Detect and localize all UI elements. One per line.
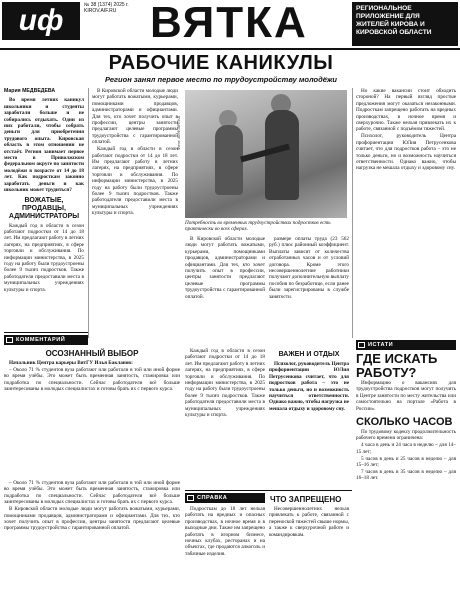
far-right-text-2: Психолог, руководитель Центра профориентации ЮЛия Петрусенкова считает, что для подростков работа – это не только деньги, но и возможность научиться ответственности. Однако важно, чтобы нагрузка не мешала отдыху и здоровому сну. bbox=[356, 133, 456, 172]
hours-item: 4 часа в день и 24 часа в неделю – для 14–15 лет; bbox=[356, 442, 456, 455]
article-photo bbox=[185, 90, 347, 218]
section-rule bbox=[185, 490, 352, 491]
masthead bbox=[0, 0, 460, 50]
photo-figure-body bbox=[265, 110, 299, 200]
istati-text: Информацию о вакансиях для трудоустройства подростков могут получить в Центре занятости по месту жительства или самостоятельно на портале «Работа в России». bbox=[356, 380, 456, 412]
main-subhead: Регион занял первое место по трудоустройству молодёжи bbox=[104, 75, 338, 84]
section-title-vozhatye: ВОЖАТЫЕ, ПРОДАВЦЫ, АДМИНИСТРАТОРЫ bbox=[8, 196, 80, 220]
comment-label: КОММЕНТАРИЙ bbox=[16, 337, 66, 343]
spravka-col-1 bbox=[185, 506, 265, 602]
comment-author: Начальник Центра карьеры ВятГУ Илья Бакланов: bbox=[9, 360, 133, 366]
issue-info bbox=[84, 2, 146, 14]
mid-column-2 bbox=[269, 236, 349, 344]
section-text-vozhatye: Каждый год в области в сезон работают подростки от 14 до 18 лет. Им предлагают работу в летних лагерях, на предприятиях, в сфере торговли и обслуживания. По информации министерства, в 2025 году на работу были трудоустроены более 9 тысяч подростков. Также работодатели предоставили места в муниципальных учреждениях культуры и спорта. bbox=[4, 222, 84, 293]
hours-intro: По трудовому кодексу продолжительность рабочего времени ограничена: bbox=[356, 429, 456, 442]
left-column bbox=[4, 88, 84, 328]
istati-title: ГДЕ ИСКАТЬ РАБОТУ? bbox=[356, 352, 438, 380]
hours-item: 5 часов в день и 25 часов в неделю – для 15–16 лет; bbox=[356, 455, 456, 469]
comment-icon bbox=[6, 337, 13, 343]
comment-title: ОСОЗНАННЫЙ ВЫБОР bbox=[45, 349, 139, 358]
second-column-text-extra: Каждый год в области в сезон работают подростки от 14 до 18 лет. Им предлагают работу в летних лагерях, на предприятиях, в сфере торговли и обслуживания. По информации министерства, в 2025 году на работу были трудоустроены более 9 тысяч подростков. Также работодатели предоставили места в муниципальных учреждениях культуры и спорта. bbox=[92, 146, 178, 217]
mid-lower-text: Каждый год в области в сезон работают подростки от 14 до 18 лет. Им предлагают работу в летних лагерях, на предприятиях, в сфере торговли и обслуживания. По информации министерства, в 2025 году на работу были трудоустроены более 9 тысяч подростков. Также работодатели предоставили места в муниципальных учреждениях культуры и спорта. bbox=[185, 348, 265, 419]
column-divider bbox=[88, 88, 89, 338]
istati-label-bar bbox=[356, 340, 456, 350]
comment-continuation-text-2: В Кировской области молодые люди могут работать вожатыми, курьерами, помощниками продавцов, администраторами и официантами. Для тех, кто хочет получить опыт в профессии, центры занятости предлагают целевые программы трудоустройства с гарантированной оплатой. bbox=[4, 506, 180, 532]
spravka-col-2 bbox=[269, 506, 349, 602]
comment-block bbox=[4, 347, 180, 477]
spravka-title: ЧТО ЗАПРЕЩЕНО bbox=[270, 495, 342, 504]
masthead-rule bbox=[0, 48, 460, 50]
rest-section-title: ВАЖЕН И ОТДЫХ bbox=[278, 351, 340, 358]
istati-label: ИСТАТИ bbox=[368, 342, 394, 348]
mid-column bbox=[185, 236, 265, 344]
rest-section-text: Психолог, руководитель Центра профориентации ЮЛия Петрусенкова считает, что для подростков работа – это не только деньги, но и возможность научиться ответственности. Однако важно, чтобы нагрузка не мешала отдыху и здоровому сну. bbox=[269, 361, 349, 412]
region-title: ВЯТКА bbox=[150, 0, 308, 47]
rest-section bbox=[269, 348, 349, 488]
reference-icon bbox=[187, 495, 194, 501]
article-author: Мария МЕДВЕДЕВА bbox=[4, 88, 56, 94]
section-rule bbox=[4, 332, 88, 333]
second-column bbox=[92, 88, 178, 328]
photo-credit: Фото: АИФ-ВЯТКА bbox=[176, 115, 181, 150]
hours-item: 7 часов в день и 35 часов в неделю – для 16–18 лет. bbox=[356, 468, 456, 482]
issue-number: № 38 (1374) 2025 г. bbox=[84, 2, 129, 8]
comment-text: – Около 71 % студентов вуза работают или работали в той или иной форме во время учёбы. Это может быть временная занятость, стажировка или подработка по специальности. Сейчас работодатели всё больше заинтересованы в молодых специалистах и готовы брать их с первого курса. bbox=[4, 366, 180, 393]
second-column-text: В Кировской области молодые люди могут работать вожатыми, курьерами, помощниками продавцов, администраторами и официантами. Для тех, кто хочет получить опыт в профессии, центры занятости предлагают целевые программы трудоустройства с гарантированной оплатой. bbox=[92, 88, 178, 146]
spravka-label-bar bbox=[185, 493, 265, 503]
column-divider bbox=[352, 88, 353, 338]
far-right-column bbox=[356, 88, 456, 328]
comment-label-bar bbox=[4, 335, 88, 345]
comment-continuation bbox=[4, 480, 180, 602]
photo-figure-body bbox=[215, 125, 243, 195]
photo-caption: Потребность во временных трудоустройствах подростков есть практически во всех сферах. bbox=[185, 220, 331, 233]
site-url[interactable]: KIROV.AIF.RU bbox=[84, 8, 117, 14]
mid-column-text: В Кировской области молодые люди могут работать вожатыми, курьерами, помощниками продавцов, администраторами и официантами. Для тех, кто хочет получить опыт в профессии, центры занятости предлагают целевые программы трудоустройства с гарантированной оплатой. bbox=[185, 236, 265, 300]
info-icon bbox=[358, 342, 365, 348]
supplement-box: РЕГИОНАЛЬНОЕ ПРИЛОЖЕНИЕ ДЛЯ ЖИТЕЛЕЙ КИРОВА И КИРОВСКОЙ ОБЛАСТИ bbox=[352, 2, 458, 46]
istati-box bbox=[356, 352, 456, 602]
mid-column-2-text: размере оплаты труда (23 562 руб.) плюс районный коэффициент. Выплаты зависят от количества отработанных часов и от условий договора. Кроме этого несовершеннолетние работники получают дополнительную выплату пособия по безработице, если ранее были зарегистрированы в службе занятости. bbox=[269, 236, 349, 300]
spravka-label: СПРАВКА bbox=[197, 495, 228, 501]
spravka-text-2: Несовершеннолетних нельзя привлекать к работе, связанной с переноской тяжестей свыше нормы, а также к сверхурочной работе и командировкам. bbox=[269, 506, 349, 538]
far-right-text: Но какие вакансии стоит обходить стороной? На первый взгляд простые предложения могут оказаться незаконными. Подросткам запрещено работать на вредных производствах, в ночное время и сверхурочно. Также нельзя привлекать их к работе, связанной с подъёмом тяжестей. bbox=[356, 88, 456, 133]
article-lead: Во время летних каникул школьники и студенты заработали больше и не собирались отдыхать. Одни из них работали, чтобы собрать деньги для приобретения трудового опыта. Кировская область в этом отношении не отстаёт. Регион занимает первое место в Приволжском федеральном округе по занятости молодёжи в возрасте от 14 до 18 лет. Как подросткам законно заработать деньги и как школьник может трудиться? bbox=[4, 97, 84, 194]
comment-continuation-text: – Около 71 % студентов вуза работают или работали в той или иной форме во время учёбы. Это может быть временная занятость, стажировка или подработка по специальности. Сейчас работодатели всё больше заинтересованы в молодых специалистах и готовы брать их с первого курса. bbox=[4, 480, 180, 506]
mid-lower-column bbox=[185, 348, 265, 488]
hours-title: СКОЛЬКО ЧАСОВ bbox=[356, 416, 453, 429]
spravka-text-1: Подросткам до 18 лет нельзя работать на вредных и опасных производствах, в ночное время и в выходные дни. Также им запрещено работать в игорном бизнесе, ночных клубах, ресторанах и на объектах, где продаются алкоголь и табачные изделия. bbox=[185, 506, 265, 557]
main-headline: РАБОЧИЕ КАНИКУЛЫ bbox=[108, 52, 334, 74]
aif-logo[interactable]: иф bbox=[2, 2, 80, 40]
